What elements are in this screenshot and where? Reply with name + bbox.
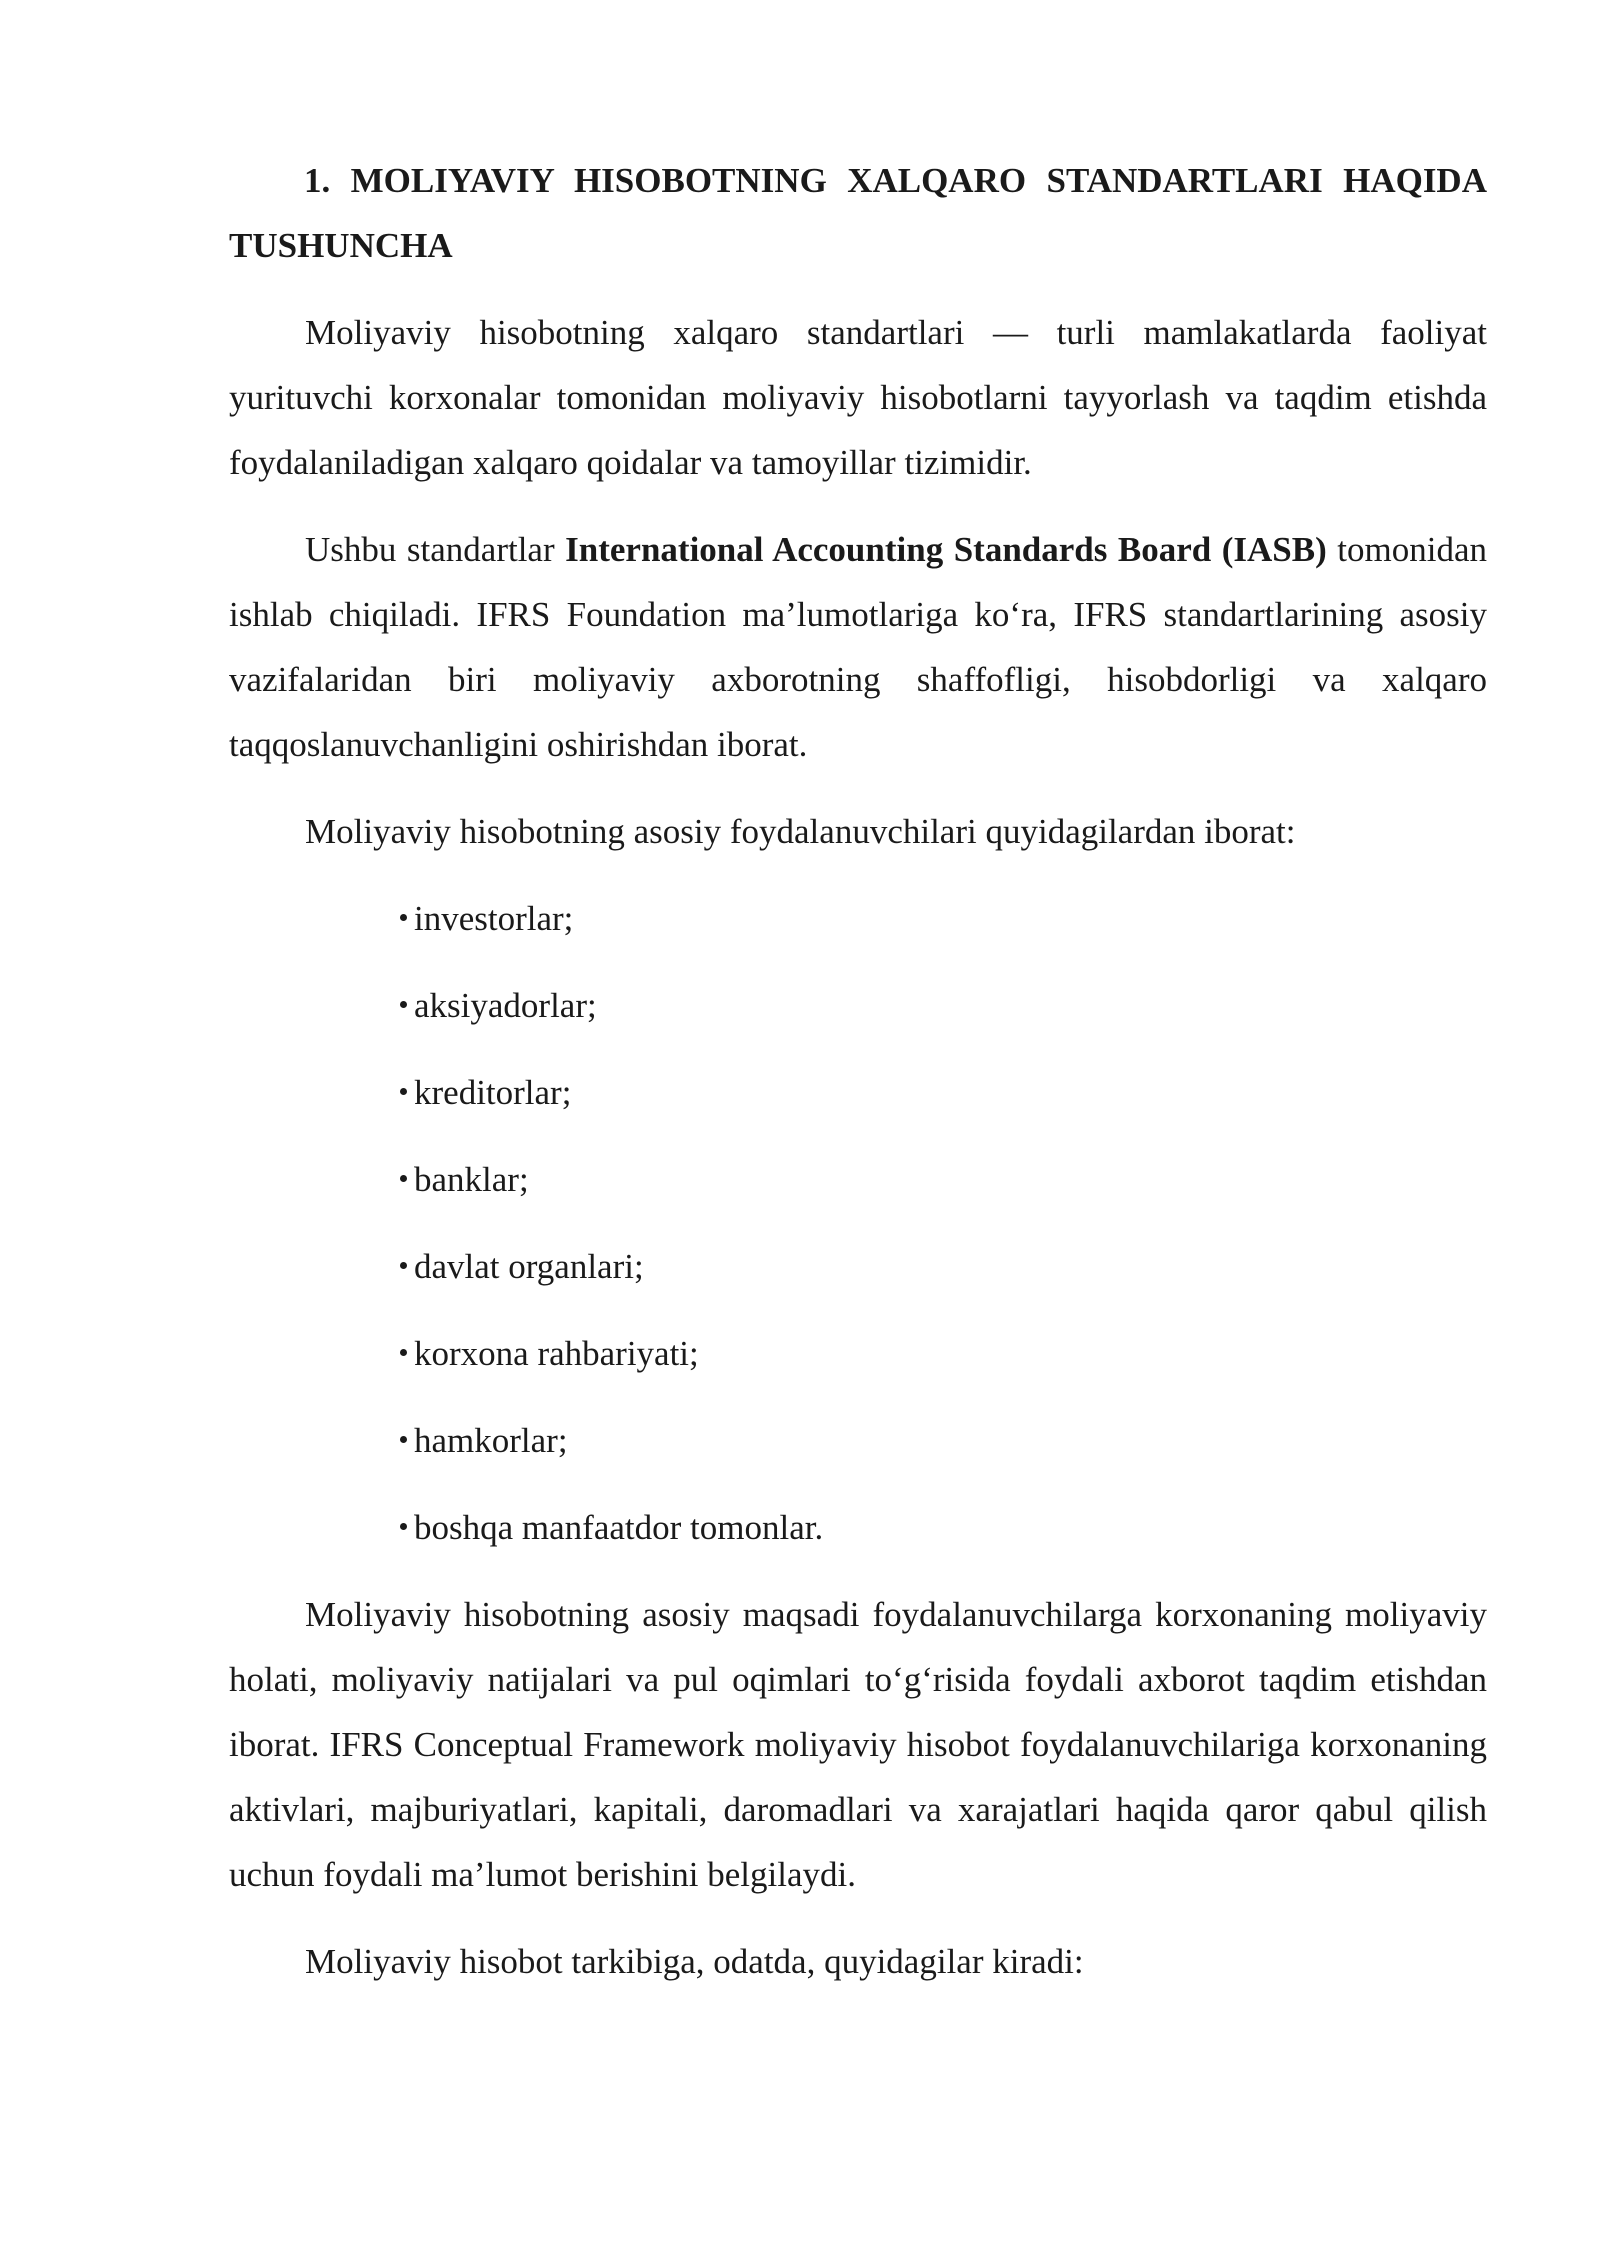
list-item-text: kreditorlar; — [414, 1073, 572, 1112]
paragraph-iasb-lead: Ushbu standartlar — [305, 530, 566, 569]
iasb-name: International Accounting Standards Board (IASB) — [565, 530, 1327, 569]
list-item — [400, 1495, 1487, 1560]
list-item-text: korxona rahbariyati; — [414, 1334, 699, 1373]
paragraph-purpose: Moliyaviy hisobotning asosiy maqsadi foydalanuvchilarga korxonaning moliyaviy holati, moliyaviy natijalari va pul oqimlari to‘g‘risida foydali axborot taqdim etishdan iborat. IFRS Conceptual Framework moliyaviy hisobot foydalanuvchilariga korxonaning aktivlari, majburiyatlari, kapitali, daromadlari va xarajatlari haqida qaror qabul qilish uchun foydali ma’lumot berishini belgilaydi. — [229, 1595, 1487, 1894]
bullet-icon — [400, 1088, 407, 1095]
list-item — [400, 1321, 1487, 1386]
paragraph-iasb — [229, 517, 1487, 777]
list-item — [400, 886, 1487, 951]
paragraph-iasb-rest: tomonidan ishlab chiqiladi. IFRS Foundation ma’lumotlariga ko‘ra, IFRS standartlarining asosiy vazifalaridan biri moliyaviy axborotning shaffofligi, hisobdorligi va xalqaro taqqoslanuvchanligini oshirishdan iborat. — [229, 530, 1487, 764]
section-heading: 1. MOLIYAVIY HISOBOTNING XALQARO STANDARTLARI HAQIDA TUSHUNCHA — [229, 161, 1487, 265]
list-item-text: davlat organlari; — [414, 1247, 644, 1286]
list-item — [400, 1060, 1487, 1125]
list-item — [400, 1147, 1487, 1212]
paragraph-composition-intro: Moliyaviy hisobot tarkibiga, odatda, quyidagilar kiradi: — [305, 1942, 1084, 1981]
paragraph-users-intro: Moliyaviy hisobotning asosiy foydalanuvchilari quyidagilardan iborat: — [305, 812, 1296, 851]
list-item-text: investorlar; — [414, 899, 574, 938]
list-item — [400, 973, 1487, 1038]
users-list — [229, 886, 1487, 1560]
document-body — [229, 148, 1487, 1994]
list-item — [400, 1408, 1487, 1473]
list-item — [400, 1234, 1487, 1299]
list-item-text: banklar; — [414, 1160, 529, 1199]
list-item-text: aksiyadorlar; — [414, 986, 597, 1025]
paragraph-definition: Moliyaviy hisobotning xalqaro standartlari — turli mamlakatlarda faoliyat yurituvchi korxonalar tomonidan moliyaviy hisobotlarni tayyorlash va taqdim etishda foydalaniladigan xalqaro qoidalar va tamoyillar tizimidir. — [229, 313, 1487, 482]
bullet-icon — [400, 914, 407, 921]
list-item-text: boshqa manfaatdor tomonlar. — [414, 1508, 824, 1547]
bullet-icon — [400, 1001, 407, 1008]
bullet-icon — [400, 1262, 407, 1269]
bullet-icon — [400, 1436, 407, 1443]
list-item-text: hamkorlar; — [414, 1421, 568, 1460]
bullet-icon — [400, 1349, 407, 1356]
bullet-icon — [400, 1523, 407, 1530]
bullet-icon — [400, 1175, 407, 1182]
